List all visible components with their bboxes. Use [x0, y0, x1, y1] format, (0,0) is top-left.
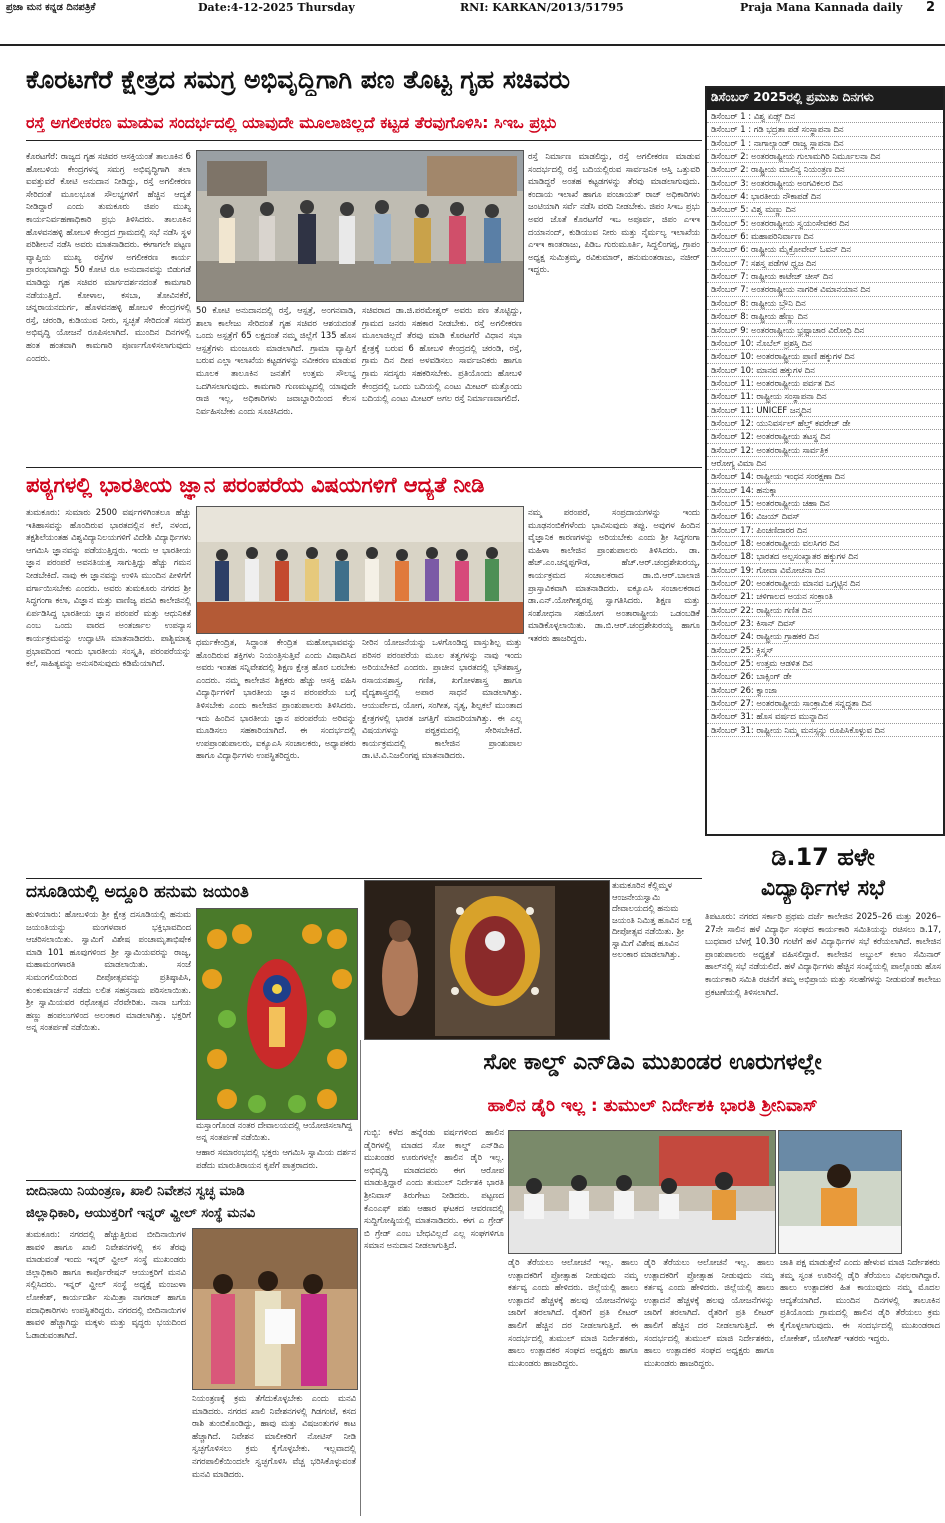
calendar-item: ಡಿಸೆಂಬರ್ 10: ನೊಬೆಲ್ ಪ್ರಶಸ್ತಿ ದಿನ	[707, 337, 943, 350]
calendar-item: ಡಿಸೆಂಬರ್ 11: UNICEF ಜನ್ಮದಿನ	[707, 404, 943, 417]
story2-headline: ಪಠ್ಯಗಳಲ್ಲಿ ಭಾರತೀಯ ಜ್ಞಾನ ಪರಂಪರೆಯ ವಿಷಯಗಳಿಗೆ ಆದ್ಯತೆ ನೀಡಿ	[26, 473, 485, 497]
hanuma-photo-caption: ಮಸ್ತಾಂಗೊಂಡ ನಂತರ ದೇವಾಲಯದಲ್ಲಿ ಆಯೋಜಿಸಲಾಗಿದ್ದ ಅನ್ನ ಸಂತರ್ಪಣೆ ನಡೆಯಿತು.	[196, 1120, 353, 1142]
divider	[26, 1180, 356, 1181]
calendar-item: ಡಿಸೆಂಬರ್ 15: ಅಂತರರಾಷ್ಟ್ರೀಯ ಚಹಾ ದಿನ	[707, 497, 943, 510]
masthead-logo: ಪ್ರಜಾ ಮನ ಕನ್ನಡ ದಿನಪತ್ರಿಕೆ	[6, 2, 96, 13]
hanuma-body: ಹುಳಿಯಾರು: ಹೋಬಳಿಯ ಶ್ರೀ ಕ್ಷೇತ್ರ ದಸೂಡಿಯಲ್ಲಿ ಹನುಮ ಜಯಂತಿಯನ್ನು ಮಂಗಳವಾರ ಭಕ್ತಿಭಾವದಿಂದ ಆಚರಿಸಲಾಯಿತು. ಸ್ವಾಮಿಗೆ ವಿಶೇಷ ಪಂಚಾಮೃತಾಭಿಷೇಕ ಮಾಡಿ 101 ಹೂವುಗಳಿಂದ ಶ್ರೀ ಸ್ವಾಮಿಯವರನ್ನು ರಾಜ್ಯ, ಮಹಾಮಂಗಳಾರತಿ ಮಾಡಲಾಯಿತು. ಸಂಜೆ ಸುಮಂಗಲಿಯರಿಂದ ದೀಪೋತ್ಸವವನ್ನು ಪ್ರತಿಷ್ಠಾಪಿಸಿ, ಕುಂಕುಮಾರ್ಚನೆ ನಡೆದು ಲಲಿತ ಸಹಸ್ರನಾಮ ಪಠಿಸಲಾಯಿತು. ಶ್ರೀ ಸ್ವಾಮಿಯವರ ರಥೋತ್ಸವ ನೆರವೇರಿತು. ನಾನಾ ಬಗೆಯ ಹಣ್ಣು ಹಂಪಲುಗಳಿಂದ ಅಲಂಕಾರ ಮಾಡಲಾಗಿತ್ತು. ಭಕ್ತರಿಗೆ ಅನ್ನ ಸಂತರ್ಪಣೆ ನಡೆಯಿತು.	[26, 909, 191, 1033]
page-number: 2	[926, 0, 936, 15]
story1-subhead: ರಸ್ತೆ ಅಗಲೀಕರಣ ಮಾಡುವ ಸಂದರ್ಭದಲ್ಲಿ ಯಾವುದೇ ಮೂಲಾಜಿಲ್ಲದೆ ಕಟ್ಟಡ ತೆರವುಗೊಳಿಸಿ: ಸಿಇಒ ಪ್ರಭು	[26, 113, 557, 132]
masthead-rni: RNI: KARKAN/2013/51795	[460, 1, 624, 14]
story2-col4: ನಮ್ಮ ಪರಂಪರೆ, ಸಂಪ್ರದಾಯಗಳನ್ನು ಇಂದು ಮೂಢನಂಬಿಕೆಗಳೆಂದು ಭಾವಿಸುವುದು ತಪ್ಪು. ಅವುಗಳ ಹಿಂದಿನ ವೈಜ್ಞಾನಿಕ ಕಾರಣಗಳನ್ನು ಅರಿಯಬೇಕು ಎಂದು ಶ್ರೀ ಸಿದ್ಧಗಂಗಾ ಮಹಿಳಾ ಕಾಲೇಜಿನ ಪ್ರಾಂಶುಪಾಲರು ತಿಳಿಸಿದರು. ಡಾ. ಹೆಚ್.ಎಂ.ಚನ್ನಪ್ಪಗೌಡ, ಹೆಚ್.ಆರ್.ಚಂದ್ರಶೇಖರಯ್ಯ, ಕಾರ್ಯಕ್ರಮದ ಸಂಚಾಲಕರಾದ ಡಾ.ಬಿ.ಆರ್.ಬಾಲಾಜಿ ಪ್ರಾಸ್ತಾವಿಕವಾಗಿ ಮಾತನಾಡಿದರು. ಐಕ್ಯೂಎಸಿ ಸಂಚಾಲಕರಾದ ಡಾ.ಎನ್.ಯೋಗೀಶ್ವರಪ್ಪ ಸ್ವಾಗತಿಸಿದರು. ಶಿಕ್ಷಣ ಮತ್ತು ಸಂಶೋಧನಾ ಸಹಯೋಗ ಅಂತಾರಾಷ್ಟ್ರೀಯ ಒಡಂಬಡಿಕೆ ಮಾಡಿಕೊಳ್ಳಲಾಯಿತು. ಡಾ.ಬಿ.ಆರ್.ಚಂದ್ರಶೇಖರಯ್ಯ ಹಾಗೂ ಇತರರು ಹಾಜರಿದ್ದರು.	[528, 507, 700, 643]
masthead-name: Praja Mana Kannada daily	[740, 1, 903, 14]
calendar-item: ಡಿಸೆಂಬರ್ 12: ಯುನಿವರ್ಸಲ್ ಹೆಲ್ತ್ ಕವರೇಜ್ ಡೇ	[707, 417, 943, 430]
dairy-headline: ಸೋ ಕಾಲ್ಡ್ ಎನ್‌ಡಿಎ ಮುಖಂಡರ ಊರುಗಳಲ್ಲೇ	[483, 1050, 822, 1075]
hanuma-photo	[196, 908, 358, 1120]
story1-col1: ಕೊರಟಗೆರೆ: ರಾಜ್ಯದ ಗೃಹ ಸಚಿವರ ಆಸಕ್ತಿಯಂತೆ ತಾಲೂಕಿನ 6 ಹೋಬಳಿಯ ಕೇಂದ್ರಗಳನ್ನ ಸಮಗ್ರ ಅಭಿವೃದ್ಧಿಗಾಗಿ ತಲಾ ಐವತ್ತುವರೆ ಕೋಟಿ ಅನುದಾನ ನೀಡಿದ್ದು, ರಸ್ತೆ ಅಗಲೀಕರಣ ಸೇರಿದಂತೆ ಮೂಲಭೂತ ಸೌಲಭ್ಯಗಳಿಗೆ ಹೆಚ್ಚಿನ ಆದ್ಯತೆ ನೀಡಿದ್ದಾರೆ ಎಂದು ತುಮಕೂರು ಜಿಪಂ ಮುಖ್ಯ ಕಾರ್ಯನಿರ್ವಹಣಾಧಿಕಾರಿ ಪ್ರಭು ತಿಳಿಸಿದರು. ತಾಲೂಕಿನ ಹೊಳವನಹಳ್ಳಿ ಹೋಬಳಿ ಕೇಂದ್ರದ ಗ್ರಾಮದಲ್ಲಿ ಸಭೆ ನಡೆಸಿ ಸ್ಥಳ ಪರಿಶೀಲನೆ ನಡೆಸಿ ಅವರು ಮಾತನಾಡಿದರು. ಈಗಾಗಲೇ ಪಟ್ಟಣ ವ್ಯಾಪ್ತಿಯ ಮುಖ್ಯ ರಸ್ತೆಗಳ ಅಗಲೀಕರಣ ಕಾರ್ಯ ಪ್ರಾರಂಭವಾಗಿದ್ದು 50 ಕೋಟಿ ರೂ ಅನುದಾನವನ್ನು ಬಿಡುಗಡೆ ಮಾಡಿದ್ದು ಗೃಹ ಸಚಿವರ ಮಾರ್ಗದರ್ಶನದಂತೆ ಕಾಮಗಾರಿ ನಡೆಯುತ್ತಿದೆ. ಕೋಳಾಲ, ಕಸಬಾ, ತೋವಿನಕೆರೆ, ಚನ್ನರಾಯನದುರ್ಗ, ಹೊಳವನಹಳ್ಳಿ ಹೋಬಳಿ ಕೇಂದ್ರಗಳಲ್ಲಿ ರಸ್ತೆ, ಚರಂಡಿ, ಕುಡಿಯುವ ನೀರು, ಸ್ವಚ್ಛತೆ ಸೇರಿದಂತೆ ಸಮಗ್ರ ಅಭಿವೃದ್ಧಿ ಯೋಜನೆ ರೂಪಿಸಲಾಗಿದೆ. ಮುಂದಿನ ದಿನಗಳಲ್ಲಿ ಹಂತ ಹಂತವಾಗಿ ಕಾಮಗಾರಿ ಪೂರ್ಣಗೊಳಿಸಲಾಗುವುದು ಎಂದರು.	[26, 151, 191, 363]
calendar-item: ಡಿಸೆಂಬರ್ 23: ಕಿಸಾನ್ ದಿವಸ್	[707, 617, 943, 630]
bidi-headline-1: ಬೀದಿನಾಯಿ ನಿಯಂತ್ರಣ, ಖಾಲಿ ನಿವೇಶನ ಸ್ವಚ್ಛ ಮಾಡಿ	[26, 1184, 245, 1199]
calendar-item: ಡಿಸೆಂಬರ್ 6: ರಾಷ್ಟ್ರೀಯ ಮೈಕ್ರೋವೇವ್ ಓವನ್ ದಿನ	[707, 243, 943, 256]
calendar-item: ಡಿಸೆಂಬರ್ 11: ರಾಷ್ಟ್ರೀಯ ಸಂಸ್ಥಾಪನಾ ದಿನ	[707, 390, 943, 403]
hanuma-headline: ದಸೂಡಿಯಲ್ಲಿ ಅದ್ದೂರಿ ಹನುಮ ಜಯಂತಿ	[26, 882, 249, 902]
calendar-item: ಡಿಸೆಂಬರ್ 10: ಅಂತರರಾಷ್ಟ್ರೀಯ ಪ್ರಾಣಿ ಹಕ್ಕುಗಳ ದಿನ	[707, 350, 943, 363]
masthead	[0, 0, 945, 46]
story1-col4: ರಸ್ತೆ ನಿರ್ಮಾಣ ಮಾಡಲಿದ್ದು, ರಸ್ತೆ ಅಗಲೀಕರಣ ಮಾಡುವ ಸಂದರ್ಭದಲ್ಲಿ ರಸ್ತೆ ಬದಿಯಲ್ಲಿರುವ ಸಾರ್ವಜನಿಕ ಆಸ್ತಿ ಒತ್ತುವರಿ ಮಾಡಿದ್ದರೆ ಅಂತಹ ಕಟ್ಟಡಗಳನ್ನು ತೆರವು ಮಾಡಲಾಗುವುದು. ಕಂದಾಯ ಇಲಾಖೆ ಹಾಗೂ ಪಂಚಾಯತ್ ರಾಜ್ ಅಧಿಕಾರಿಗಳು ಜಂಟಿಯಾಗಿ ಸರ್ವೆ ನಡೆಸಿ ವರದಿ ನೀಡಬೇಕು. ಜಿಪಂ ಸಿಇಒ ಪ್ರಭು ಅವರ ಜೊತೆ ಕೊರಟಗೆರೆ ಇಒ ಅಪೂರ್ವ, ಜಿಪಂ ಎಇಇ ದಯಾನಂದ್, ಕುಡಿಯುವ ನೀರು ಮತ್ತು ನೈರ್ಮಲ್ಯ ಇಲಾಖೆಯ ಎಇಇ ಕಾಂತರಾಜು, ಪಿಡಿಒ ಗುರುಮೂರ್ತಿ, ಸಿದ್ದಲಿಂಗಪ್ಪ, ಗ್ರಾಪಂ ಅಧ್ಯಕ್ಷ ಸುಮಿತ್ರಮ್ಮ, ರವಿಕುಮಾರ್, ಹನುಮಂತರಾಜು, ನಜೀರ್ ಇದ್ದರು.	[528, 151, 700, 275]
story1-photo	[196, 150, 524, 302]
calendar-item: ಡಿಸೆಂಬರ್ 10: ಮಾನವ ಹಕ್ಕುಗಳ ದಿನ	[707, 364, 943, 377]
divider	[26, 467, 702, 468]
bidi-col2: ನಿಯಂತ್ರಣಕ್ಕೆ ಕ್ರಮ ತೆಗೆದುಕೊಳ್ಳಬೇಕು ಎಂದು ಮನವಿ ಮಾಡಿದರು. ನಗರದ ಖಾಲಿ ನಿವೇಶನಗಳಲ್ಲಿ ಗಿಡಗಂಟೆ, ಕಸದ ರಾಶಿ ತುಂಬಿಕೊಂಡಿದ್ದು, ಹಾವು ಮತ್ತು ವಿಷಜಂತುಗಳ ಕಾಟ ಹೆಚ್ಚಾಗಿದೆ. ನಿವೇಶನ ಮಾಲೀಕರಿಗೆ ನೋಟಿಸ್ ನೀಡಿ ಸ್ವಚ್ಛಗೊಳಿಸಲು ಕ್ರಮ ಕೈಗೊಳ್ಳಬೇಕು. ಇಲ್ಲವಾದಲ್ಲಿ ನಗರಪಾಲಿಕೆಯಿಂದಲೇ ಸ್ವಚ್ಛಗೊಳಿಸಿ ವೆಚ್ಚ ಭರಿಸಿಕೊಳ್ಳುವಂತೆ ಮನವಿ ಮಾಡಿದರು.	[192, 1393, 356, 1479]
calendar-item: ಡಿಸೆಂಬರ್ 7: ರಾಷ್ಟ್ರೀಯ ಕಾಟೇಜ್ ಚೀಸ್ ದಿನ	[707, 270, 943, 283]
calendar-item: ಡಿಸೆಂಬರ್ 24: ರಾಷ್ಟ್ರೀಯ ಗ್ರಾಹಕರ ದಿನ	[707, 630, 943, 643]
divider	[26, 140, 702, 141]
hanuma-after-text: ಆಹಾರ ಸಮಾರಂಭದಲ್ಲಿ ಭಕ್ತರು ಆಗಮಿಸಿ ಸ್ವಾಮಿಯ ದರ್ಶನ ಪಡೆದು ಮಾರುತಿರಾಯನ ಕೃಪೆಗೆ ಪಾತ್ರರಾದರು.	[196, 1147, 356, 1170]
calendar-item: ಡಿಸೆಂಬರ್ 25: ಉತ್ತಮ ಆಡಳಿತ ದಿನ	[707, 657, 943, 670]
calendar-item: ಡಿಸೆಂಬರ್ 2: ರಾಷ್ಟ್ರೀಯ ಮಾಲಿನ್ಯ ನಿಯಂತ್ರಣ ದಿನ	[707, 163, 943, 176]
calendar-item: ಆರೋಗ್ಯ ವಿಮಾ ದಿನ	[707, 457, 943, 470]
temple-photo	[364, 880, 610, 1040]
calendar-item: ಡಿಸೆಂಬರ್ 3: ಅಂತರರಾಷ್ಟ್ರೀಯ ಅಂಗವಿಕಲರ ದಿನ	[707, 177, 943, 190]
dairy-col2b: ಡೈರಿ ತೆರೆಯಲು ಆಲೋಚನೆ ಇಲ್ಲ. ಹಾಲು ಉತ್ಪಾದಕರಿಗೆ ಪ್ರೋತ್ಸಾಹ ನೀಡುವುದು ನಮ್ಮ ಕರ್ತವ್ಯ ಎಂದು ಹೇಳಿದರು. ಜಿಲ್ಲೆಯಲ್ಲಿ ಹಾಲು ಉತ್ಪಾದನೆ ಹೆಚ್ಚಳಕ್ಕೆ ಹಲವು ಯೋಜನೆಗಳನ್ನು ಜಾರಿಗೆ ತರಲಾಗಿದೆ. ರೈತರಿಗೆ ಪ್ರತಿ ಲೀಟರ್ ಹಾಲಿಗೆ ಹೆಚ್ಚಿನ ದರ ನೀಡಲಾಗುತ್ತಿದೆ. ಈ ಸಂದರ್ಭದಲ್ಲಿ ತುಮುಲ್ ಮಾಜಿ ನಿರ್ದೇಶಕರು, ಹಾಲು ಉತ್ಪಾದಕರ ಸಂಘದ ಅಧ್ಯಕ್ಷರು ಹಾಗೂ ಮುಖಂಡರು ಹಾಜರಿದ್ದರು.	[644, 1257, 774, 1368]
story1-headline: ಕೊರಟಗೆರೆ ಕ್ಷೇತ್ರದ ಸಮಗ್ರ ಅಭಿವೃದ್ಧಿಗಾಗಿ ಪಣ ತೊಟ್ಟ ಗೃಹ ಸಚಿವರು	[26, 65, 571, 94]
story2-col3: ನೀರಿನ ಯೋಜನೆಯನ್ನು ಒಳಗೊಂಡಿದ್ದ ವಾಸ್ತುಶಿಲ್ಪ ಮತ್ತು ಪರಿಸರ ಪರಂಪರೆಯ ಮೂಲ ತತ್ವಗಳನ್ನು ನಾವು ಇಂದು ಅರಿಯಬೇಕಿದೆ ಎಂದರು. ಪ್ರಾಚೀನ ಭಾರತದಲ್ಲಿ ಭೌತಶಾಸ್ತ್ರ, ರಸಾಯನಶಾಸ್ತ್ರ, ಗಣಿತ, ಖಗೋಳಶಾಸ್ತ್ರ ಹಾಗೂ ವೈದ್ಯಶಾಸ್ತ್ರದಲ್ಲಿ ಅಪಾರ ಸಾಧನೆ ಮಾಡಲಾಗಿತ್ತು. ಆಯುರ್ವೇದ, ಯೋಗ, ಸಂಗೀತ, ನೃತ್ಯ, ಶಿಲ್ಪಕಲೆ ಮುಂತಾದ ಕ್ಷೇತ್ರಗಳಲ್ಲಿ ಭಾರತ ಜಗತ್ತಿಗೆ ಮಾದರಿಯಾಗಿತ್ತು. ಈ ಎಲ್ಲ ವಿಷಯಗಳನ್ನು ಪಠ್ಯಕ್ರಮದಲ್ಲಿ ಸೇರಿಸಬೇಕಿದೆ. ಕಾರ್ಯಕ್ರಮದಲ್ಲಿ ಕಾಲೇಜಿನ ಪ್ರಾಂಶುಪಾಲ ಡಾ.ಟಿ.ವಿ.ನಿಜಲಿಂಗಪ್ಪ ಮಾತನಾಡಿದರು.	[362, 637, 522, 761]
d17-headline-2: ವಿದ್ಯಾರ್ಥಿಗಳ ಸಭೆ	[761, 876, 885, 901]
calendar-item: ಡಿಸೆಂಬರ್ 17: ಪಿಂಚಣಿದಾರರ ದಿನ	[707, 524, 943, 537]
divider	[26, 878, 702, 879]
calendar-item: ಡಿಸೆಂಬರ್ 14: ಹನುಕ್ಕಾ	[707, 484, 943, 497]
d17-body: ತಿಪಟೂರು: ನಗರದ ಸರ್ಕಾರಿ ಪ್ರಥಮ ದರ್ಜೆ ಕಾಲೇಜಿನ 2025–26 ಮತ್ತು 2026–27ನೇ ಸಾಲಿನ ಹಳೆ ವಿದ್ಯಾರ್ಥಿ ಸಂಘದ ಕಾರ್ಯಕಾರಿ ಸಮಿತಿಯನ್ನು ರಚಿಸಲು ಡಿ.17, ಬುಧವಾರ ಬೆಳಗ್ಗೆ 10.30 ಗಂಟೆಗೆ ಹಳೆ ವಿದ್ಯಾರ್ಥಿಗಳ ಸಭೆ ಕರೆಯಲಾಗಿದೆ. ಕಾಲೇಜಿನ ಪ್ರಾಂಶುಪಾಲರು ಅಧ್ಯಕ್ಷತೆ ವಹಿಸಲಿದ್ದಾರೆ. ಕಾಲೇಜಿನ ಅಬ್ದುಲ್ ಕಲಾಂ ಸೆಮಿನಾರ್ ಹಾಲ್‌ನಲ್ಲಿ ಸಭೆ ನಡೆಯಲಿದೆ. ಹಳೆ ವಿದ್ಯಾರ್ಥಿಗಳು ಹೆಚ್ಚಿನ ಸಂಖ್ಯೆಯಲ್ಲಿ ಪಾಲ್ಗೊಂಡು ಹೊಸ ಕಾರ್ಯಕಾರಿ ಸಮಿತಿ ರಚನೆಗೆ ತಮ್ಮ ಅಭಿಪ್ರಾಯ ಮತ್ತು ಸಲಹೆಗಳನ್ನು ನೀಡುವಂತೆ ಕಾಲೇಜು ಪ್ರಕಟಣೆಯಲ್ಲಿ ತಿಳಿಸಲಾಗಿದೆ.	[705, 911, 941, 997]
calendar-item: ಡಿಸೆಂಬರ್ 18: ಅಂತರರಾಷ್ಟ್ರೀಯ ವಲಸಿಗರ ದಿನ	[707, 537, 943, 550]
temple-caption: ತುಮಕೂರಿನ ಕೆಲ್ಲಿಮ್ಮಳ ಆಂಜನೇಯಸ್ವಾಮಿ ದೇವಾಲಯದಲ್ಲಿ ಹನುಮ ಜಯಂತಿ ನಿಮಿತ್ತ ಹೂವಿನ ಲಕ್ಷ ದೀಪೋತ್ಸವ ನಡೆಯಿತು. ಶ್ರೀ ಸ್ವಾಮಿಗೆ ವಿಶೇಷ ಹೂವಿನ ಅಲಂಕಾರ ಮಾಡಲಾಗಿತ್ತು.	[612, 880, 692, 959]
calendar-item: ಡಿಸೆಂಬರ್ 26: ಬಾಕ್ಸಿಂಗ್ ಡೇ	[707, 670, 943, 683]
calendar-item: ಡಿಸೆಂಬರ್ 31: ಹೊಸ ವರ್ಷದ ಮುನ್ನಾದಿನ	[707, 710, 943, 723]
masthead-date: Date:4-12-2025 Thursday	[198, 1, 355, 14]
calendar-item: ಡಿಸೆಂಬರ್ 2: ಅಂತರರಾಷ್ಟ್ರೀಯ ಗುಲಾಮಗಿರಿ ನಿರ್ಮೂಲನಾ ದಿನ	[707, 150, 943, 163]
calendar-item: ಡಿಸೆಂಬರ್ 6: ಮಹಾಪರಿನಿರ್ವಾಣ ದಿನ	[707, 230, 943, 243]
calendar-item: ಡಿಸೆಂಬರ್ 5: ಅಂತರರಾಷ್ಟ್ರೀಯ ಸ್ವಯಂಸೇವಕರ ದಿನ	[707, 217, 943, 230]
calendar-item: ಡಿಸೆಂಬರ್ 21: ಚಳಿಗಾಲದ ಅಯನ ಸಂಕ್ರಾಂತಿ	[707, 590, 943, 603]
calendar-item: ಡಿಸೆಂಬರ್ 7: ಅಂತರರಾಷ್ಟ್ರೀಯ ನಾಗರಿಕ ವಿಮಾನಯಾನ ದಿನ	[707, 283, 943, 296]
calendar-list	[707, 110, 943, 737]
story1-col3: ಸಚಿವರಾದ ಡಾ.ಜಿ.ಪರಮೇಶ್ವರ್ ಅವರು ಪಣ ತೊಟ್ಟಿದ್ದು, ಗ್ರಾಮದ ಜನರು ಸಹಕಾರ ನೀಡಬೇಕು. ರಸ್ತೆ ಅಗಲೀಕರಣ ಮೂಲಾಜಿಲ್ಲದೆ ತೆರವು ಮಾಡಿ ಕೊರಟಗೆರೆ ವಿಧಾನ ಸಭಾ ಕ್ಷೇತ್ರಕ್ಕೆ ಬರುವ 6 ಹೋಬಳಿ ಕೇಂದ್ರದಲ್ಲಿ ಚರಂಡಿ, ರಸ್ತೆ, ಗ್ರಾಮ ದಿನ ದೀಪ ಅಳವಡಿಸಲು ಸಾರ್ವಜನಿಕರು ಹಾಗೂ ಗ್ರಾಮ ಸದಸ್ಯರು ಸಹಕರಿಸಬೇಕು. ಪ್ರತಿಯೊಂದು ಹೋಬಳಿ ಕೇಂದ್ರದಲ್ಲಿ ಒಂದು ಬದಿಯಲ್ಲಿ ಎಂಟು ಮೀಟರ್ ಮತ್ತೊಂದು ಬದಿಯಲ್ಲಿ ಎಂಟು ಮೀಟರ್ ಅಗಲ ರಸ್ತೆ ನಿರ್ಮಾಣವಾಗಲಿದೆ.	[362, 305, 522, 404]
calendar-item: ಡಿಸೆಂಬರ್ 31: ರಾಷ್ಟ್ರೀಯ ನಿಮ್ಮ ಮನಸ್ಸನ್ನು ರೂಪಿಸಿಕೊಳ್ಳುವ ದಿನ	[707, 724, 943, 737]
calendar-item: ಡಿಸೆಂಬರ್ 11: ಅಂತರರಾಷ್ಟ್ರೀಯ ಪರ್ವತ ದಿನ	[707, 377, 943, 390]
december-calendar-box	[705, 86, 945, 836]
divider	[360, 1040, 361, 1516]
calendar-item: ಡಿಸೆಂಬರ್ 19: ಗೋವಾ ವಿಮೋಚನಾ ದಿನ	[707, 564, 943, 577]
bidi-photo	[192, 1228, 358, 1390]
calendar-item: ಡಿಸೆಂಬರ್ 12: ಅಂತರರಾಷ್ಟ್ರೀಯ ಸಾರ್ವತ್ರಿಕ	[707, 444, 943, 457]
dairy-subhead: ಹಾಲಿನ ಡೈರಿ ಇಲ್ಲ : ತುಮುಲ್ ನಿರ್ದೇಶಕಿ ಭಾರತಿ ಶ್ರೀನಿವಾಸ್	[487, 1096, 818, 1116]
calendar-item: ಡಿಸೆಂಬರ್ 12: ಅಂತರರಾಷ್ಟ್ರೀಯ ತಟಸ್ಥ ದಿನ	[707, 430, 943, 443]
calendar-item: ಡಿಸೆಂಬರ್ 5: ವಿಶ್ವ ಮಣ್ಣು ದಿನ	[707, 203, 943, 216]
calendar-item: ಡಿಸೆಂಬರ್ 1 : ವಿಶ್ವ ಏಡ್ಸ್ ದಿನ	[707, 110, 943, 123]
calendar-item: ಡಿಸೆಂಬರ್ 9: ಅಂತರರಾಷ್ಟ್ರೀಯ ಭ್ರಷ್ಟಾಚಾರ ವಿರೋಧಿ ದಿನ	[707, 324, 943, 337]
calendar-title: ಡಿಸೆಂಬರ್ 2025ರಲ್ಲಿ ಪ್ರಮುಖ ದಿನಗಳು	[707, 88, 943, 110]
calendar-item: ಡಿಸೆಂಬರ್ 18: ಭಾರತದ ಅಲ್ಪಸಂಖ್ಯಾತರ ಹಕ್ಕುಗಳ ದಿನ	[707, 550, 943, 563]
story2-col2: ಧರ್ಮಕೇಂದ್ರಿತ, ಸಿದ್ಧಾಂತ ಕೇಂದ್ರಿತ ಮಹೋಭಾವವನ್ನು ಹೊಂದಿರುವ ಶಕ್ತಿಗಳು ನಿಯಂತ್ರಿಸುತ್ತಿವೆ ಎಂದು ವಿಷಾದಿಸಿದ ಅವರು ಇಂತಹ ಸನ್ನಿವೇಶದಲ್ಲಿ ಶಿಕ್ಷಣ ಕ್ಷೇತ್ರ ಹೊರ ಬರಬೇಕು ಎಂದರು. ನಮ್ಮ ಕಾಲೇಜಿನ ಶಿಕ್ಷಕರು ಹೆಚ್ಚು ಆಸಕ್ತಿ ವಹಿಸಿ ವಿದ್ಯಾರ್ಥಿಗಳಿಗೆ ಭಾರತೀಯ ಜ್ಞಾನ ಪರಂಪರೆಯ ಬಗ್ಗೆ ತಿಳಿಸಬೇಕು ಎಂದು ಕಾಲೇಜಿನ ಪ್ರಾಂಶುಪಾಲರು ತಿಳಿಸಿದರು. ಇದು ಹಿಂದಿನ ಭಾರತೀಯ ಜ್ಞಾನ ಪರಂಪರೆಯ ಅರಿವನ್ನು ಮೂಡಿಸಲು ಸಹಕಾರಿಯಾಗಿದೆ. ಈ ಸಂದರ್ಭದಲ್ಲಿ ಉಪಪ್ರಾಂಶುಪಾಲರು, ಐಕ್ಯೂಎಸಿ ಸಂಚಾಲಕರು, ಅಧ್ಯಾಪಕರು ಹಾಗೂ ವಿದ್ಯಾರ್ಥಿಗಳು ಉಪಸ್ಥಿತರಿದ್ದರು.	[196, 637, 356, 761]
calendar-item: ಡಿಸೆಂಬರ್ 26: ಕ್ವಾಂಜಾ	[707, 684, 943, 697]
calendar-item: ಡಿಸೆಂಬರ್ 27: ಅಂತರರಾಷ್ಟ್ರೀಯ ಸಾಂಕ್ರಾಮಿಕ ಸನ್ನದ್ಧತಾ ದಿನ	[707, 697, 943, 710]
calendar-item: ಡಿಸೆಂಬರ್ 20: ಅಂತರರಾಷ್ಟ್ರೀಯ ಮಾನವ ಒಗ್ಗಟ್ಟಿನ ದಿನ	[707, 577, 943, 590]
calendar-item: ಡಿಸೆಂಬರ್ 7: ಸಶಸ್ತ್ರ ಪಡೆಗಳ ಧ್ವಜ ದಿನ	[707, 257, 943, 270]
calendar-item: ಡಿಸೆಂಬರ್ 8: ರಾಷ್ಟ್ರೀಯ ಹೆಣ್ಣು ದಿನ	[707, 310, 943, 323]
dairy-photo	[508, 1130, 776, 1254]
dairy-photo-2	[778, 1130, 902, 1254]
bidi-headline-2: ಜಿಲ್ಲಾಧಿಕಾರಿ, ಆಯುಕ್ತರಿಗೆ ಇನ್ನರ್ ವ್ಹೀಲ್ ಸಂಸ್ಥೆ ಮನವಿ	[26, 1206, 256, 1221]
story2-photo	[196, 506, 524, 634]
dairy-col3: ಜಾತಿ ಪಕ್ಷ ಮಾಡುತ್ತೇನೆ ಎಂದು ಹೇಳುವ ಮಾಜಿ ನಿರ್ದೇಶಕರು ತಮ್ಮ ಸ್ವಂತ ಊರಿನಲ್ಲಿ ಡೈರಿ ತೆರೆಯಲು ವಿಫಲರಾಗಿದ್ದಾರೆ. ಹಾಲು ಉತ್ಪಾದಕರ ಹಿತ ಕಾಯುವುದು ನಮ್ಮ ಮೊದಲ ಆದ್ಯತೆಯಾಗಿದೆ. ಮುಂದಿನ ದಿನಗಳಲ್ಲಿ ತಾಲೂಕಿನ ಪ್ರತಿಯೊಂದು ಗ್ರಾಮದಲ್ಲಿ ಹಾಲಿನ ಡೈರಿ ತೆರೆಯಲು ಕ್ರಮ ಕೈಗೊಳ್ಳಲಾಗುವುದು. ಈ ಸಂದರ್ಭದಲ್ಲಿ ಮುಖಂಡರಾದ ಲೋಕೇಶ್, ಯೋಗೀಶ್ ಇತರರು ಇದ್ದರು.	[780, 1257, 940, 1343]
calendar-item: ಡಿಸೆಂಬರ್ 4: ಭಾರತೀಯ ನೌಕಾಪಡೆ ದಿನ	[707, 190, 943, 203]
calendar-item: ಡಿಸೆಂಬರ್ 16: ವಿಜಯ್ ದಿವಸ್	[707, 510, 943, 523]
calendar-item: ಡಿಸೆಂಬರ್ 8: ರಾಷ್ಟ್ರೀಯ ಬ್ರೌನಿ ದಿನ	[707, 297, 943, 310]
story1-col2: 50 ಕೋಟಿ ಅನುದಾನದಲ್ಲಿ ರಸ್ತೆ, ಆಸ್ಪತ್ರೆ, ಅಂಗನವಾಡಿ, ಶಾಲಾ ಕಾಲೇಜು ಸೇರಿದಂತೆ ಗೃಹ ಸಚಿವರ ಆಶಯದಂತೆ ಒಂದು ಅಸ್ಪತ್ರೆಗೆ 65 ಲಕ್ಷದಂತೆ ನಮ್ಮ ಜಿಲ್ಲೆಗೆ 135 ಹೊಸ ಆಸ್ಪತ್ರೆಗಳು ಮಂಜೂರು ಮಾಡಲಾಗಿದೆ. ಗ್ರಾಮಾ ವ್ಯಾಪ್ತಿಗೆ ಬರುವ ಎಲ್ಲಾ ಇಲಾಖೆಯ ಕಟ್ಟಡಗಳನ್ನು ನವೀಕರಣ ಮಾಡುವ ಮೂಲಕ ತಾಲೂಕಿನ ಜನತೆಗೆ ಉತ್ತಮ ಸೌಲಭ್ಯ ಒದಗಿಸಲಾಗುವುದು. ಕಾಮಗಾರಿ ಗುಣಮಟ್ಟದಲ್ಲಿ ಯಾವುದೇ ರಾಜಿ ಇಲ್ಲ, ಅಧಿಕಾರಿಗಳು ಜವಾಬ್ದಾರಿಯಿಂದ ಕೆಲಸ ನಿರ್ವಹಿಸಬೇಕು ಎಂದು ಸೂಚಿಸಿದರು.	[196, 305, 356, 416]
d17-headline-1: ಡಿ.17 ಹಳೇ	[771, 843, 875, 871]
calendar-item: ಡಿಸೆಂಬರ್ 22: ರಾಷ್ಟ್ರೀಯ ಗಣಿತ ದಿನ	[707, 604, 943, 617]
bidi-col1: ತುಮಕೂರು: ನಗರದಲ್ಲಿ ಹೆಚ್ಚುತ್ತಿರುವ ಬೀದಿನಾಯಿಗಳ ಹಾವಳಿ ಹಾಗೂ ಖಾಲಿ ನಿವೇಶನಗಳಲ್ಲಿ ಕಸ ತೆರವು ಮಾಡುವಂತೆ ಇಂದು ಇನ್ನರ್ ವ್ಹೀಲ್ ಸಂಸ್ಥೆ ಮುಖಂಡರು ಜಿಲ್ಲಾಧಿಕಾರಿ ಹಾಗೂ ಕಾರ್ಪೊರೇಷನ್ ಆಯುಕ್ತರಿಗೆ ಮನವಿ ಸಲ್ಲಿಸಿದರು. ಇನ್ನರ್ ವ್ಹೀಲ್ ಸಂಸ್ಥೆ ಅಧ್ಯಕ್ಷೆ ಮಂಜುಳಾ ಲೋಕೇಶ್, ಕಾರ್ಯದರ್ಶಿ ಸುಮಿತ್ರಾ ನಾಗರಾಜ್ ಹಾಗೂ ಪದಾಧಿಕಾರಿಗಳು ಉಪಸ್ಥಿತರಿದ್ದರು. ನಗರದಲ್ಲಿ ಬೀದಿನಾಯಿಗಳ ಹಾವಳಿ ಹೆಚ್ಚಾಗಿದ್ದು ಮಕ್ಕಳು ಮತ್ತು ವೃದ್ಧರು ಭಯದಿಂದ ಓಡಾಡುವಂತಾಗಿದೆ.	[26, 1229, 186, 1340]
calendar-item: ಡಿಸೆಂಬರ್ 25: ಕ್ರಿಸ್ಮಸ್	[707, 644, 943, 657]
calendar-item: ಡಿಸೆಂಬರ್ 14: ರಾಷ್ಟ್ರೀಯ ಇಂಧನ ಸಂರಕ್ಷಣಾ ದಿನ	[707, 470, 943, 483]
calendar-item: ಡಿಸೆಂಬರ್ 1 : ಗಡಿ ಭದ್ರತಾ ಪಡೆ ಸಂಸ್ಥಾಪನಾ ದಿನ	[707, 123, 943, 136]
story2-col1: ತುಮಕೂರು: ಸುಮಾರು 2500 ವರ್ಷಗಳಿಗಿಂತಲೂ ಹೆಚ್ಚು ಇತಿಹಾಸವನ್ನು ಹೊಂದಿರುವ ಭಾರತದಲ್ಲಿನ ಕಲೆ, ನಳಂದ, ತಕ್ಷಶಿಲೆಯಂತಹ ವಿಶ್ವವಿದ್ಯಾನಿಲಯಗಳಿಗೆ ವಿದೇಶಿ ವಿದ್ಯಾರ್ಥಿಗಳು ಆಗಮಿಸಿ ಜ್ಞಾನವನ್ನು ಪಡೆಯುತ್ತಿದ್ದರು. ಇಂದು ಆ ಭಾರತೀಯ ಜ್ಞಾನ ಪರಂಪರೆ ಅವನತಿಯತ್ತ ಸಾಗುತ್ತಿದ್ದು ಹೆಚ್ಚು ಗಮನ ನೀಡಬೇಕಿದೆ. ನಾವು ಈ ಜ್ಞಾನವನ್ನು ಉಳಿಸಿ ಮುಂದಿನ ಪೀಳಿಗೆಗೆ ವರ್ಗಾಯಿಸಬೇಕು ಎಂದರು. ಅವರು ತುಮಕೂರು ನಗರದ ಶ್ರೀ ಸಿದ್ಧಗಂಗಾ ಕಲಾ, ವಿಜ್ಞಾನ ಮತ್ತು ವಾಣಿಜ್ಯ ಪದವಿ ಕಾಲೇಜಿನಲ್ಲಿ ಏರ್ಪಡಿಸಿದ್ದ ಭಾರತೀಯ ಜ್ಞಾನ ಪರಂಪರೆ ಮತ್ತು ಆಧುನಿಕತೆ ಎಂಬ ಒಂದು ವಾರದ ಅಂತರ್ಜಾಲ ಉಪನ್ಯಾಸ ಕಾರ್ಯಕ್ರಮವನ್ನು ಉದ್ಘಾಟಿಸಿ ಮಾತನಾಡಿದರು. ಪಾಶ್ಚಿಮಾತ್ಯ ಪ್ರಭಾವದಿಂದ ಇಂದು ಭಾರತೀಯ ಸಂಸ್ಕೃತಿ, ಪರಂಪರೆಯನ್ನು ಕಲೆ, ಸಾಹಿತ್ಯವನ್ನು ಅನುಸರಿಸುವುದು ಕಡಿಮೆಯಾಗಿದೆ.	[26, 507, 191, 669]
calendar-item: ಡಿಸೆಂಬರ್ 1 : ನಾಗಾಲ್ಯಾಂಡ್ ರಾಜ್ಯ ಸ್ಥಾಪನಾ ದಿನ	[707, 137, 943, 150]
dairy-col1: ಗುಬ್ಬಿ: ಕಳೆದ ಹನ್ನೆರಡು ವರ್ಷಗಳಿಂದ ಹಾಲಿನ ಡೈರಿಗಳಲ್ಲಿ ಮಾಡದ ಸೋ ಕಾಲ್ಡ್ ಎನ್‌ಡಿಎ ಮುಖಂಡರ ಊರುಗಳಲ್ಲೇ ಹಾಲಿನ ಡೈರಿ ಇಲ್ಲ. ಅಭಿವೃದ್ಧಿ ಮಾಡದವರು ಈಗ ಆರೋಪ ಮಾಡುತ್ತಿದ್ದಾರೆ ಎಂದು ತುಮುಲ್ ನಿರ್ದೇಶಕಿ ಭಾರತಿ ಶ್ರೀನಿವಾಸ್ ತಿರುಗೇಟು ನೀಡಿದರು. ಪಟ್ಟಣದ ಕೆಎಂಎಫ್ ಪಶು ಆಹಾರ ಘಟಕದ ಆವರಣದಲ್ಲಿ ಸುದ್ದಿಗೋಷ್ಠಿಯಲ್ಲಿ ಮಾತನಾಡಿದರು. ಈಗ ಎ ಗ್ರೇಡ್ ಬಿ ಗ್ರೇಡ್ ಎಂಬ ಬೇಧವಿಲ್ಲದೆ ಎಲ್ಲ ಸಂಘಗಳಿಗೂ ಸಮಾನ ಅನುದಾನ ನೀಡಲಾಗುತ್ತಿದೆ.	[364, 1127, 504, 1251]
dairy-col2: ಡೈರಿ ತೆರೆಯಲು ಆಲೋಚನೆ ಇಲ್ಲ. ಹಾಲು ಉತ್ಪಾದಕರಿಗೆ ಪ್ರೋತ್ಸಾಹ ನೀಡುವುದು ನಮ್ಮ ಕರ್ತವ್ಯ ಎಂದು ಹೇಳಿದರು. ಜಿಲ್ಲೆಯಲ್ಲಿ ಹಾಲು ಉತ್ಪಾದನೆ ಹೆಚ್ಚಳಕ್ಕೆ ಹಲವು ಯೋಜನೆಗಳನ್ನು ಜಾರಿಗೆ ತರಲಾಗಿದೆ. ರೈತರಿಗೆ ಪ್ರತಿ ಲೀಟರ್ ಹಾಲಿಗೆ ಹೆಚ್ಚಿನ ದರ ನೀಡಲಾಗುತ್ತಿದೆ. ಈ ಸಂದರ್ಭದಲ್ಲಿ ತುಮುಲ್ ಮಾಜಿ ನಿರ್ದೇಶಕರು, ಹಾಲು ಉತ್ಪಾದಕರ ಸಂಘದ ಅಧ್ಯಕ್ಷರು ಹಾಗೂ ಮುಖಂಡರು ಹಾಜರಿದ್ದರು.	[508, 1257, 638, 1368]
